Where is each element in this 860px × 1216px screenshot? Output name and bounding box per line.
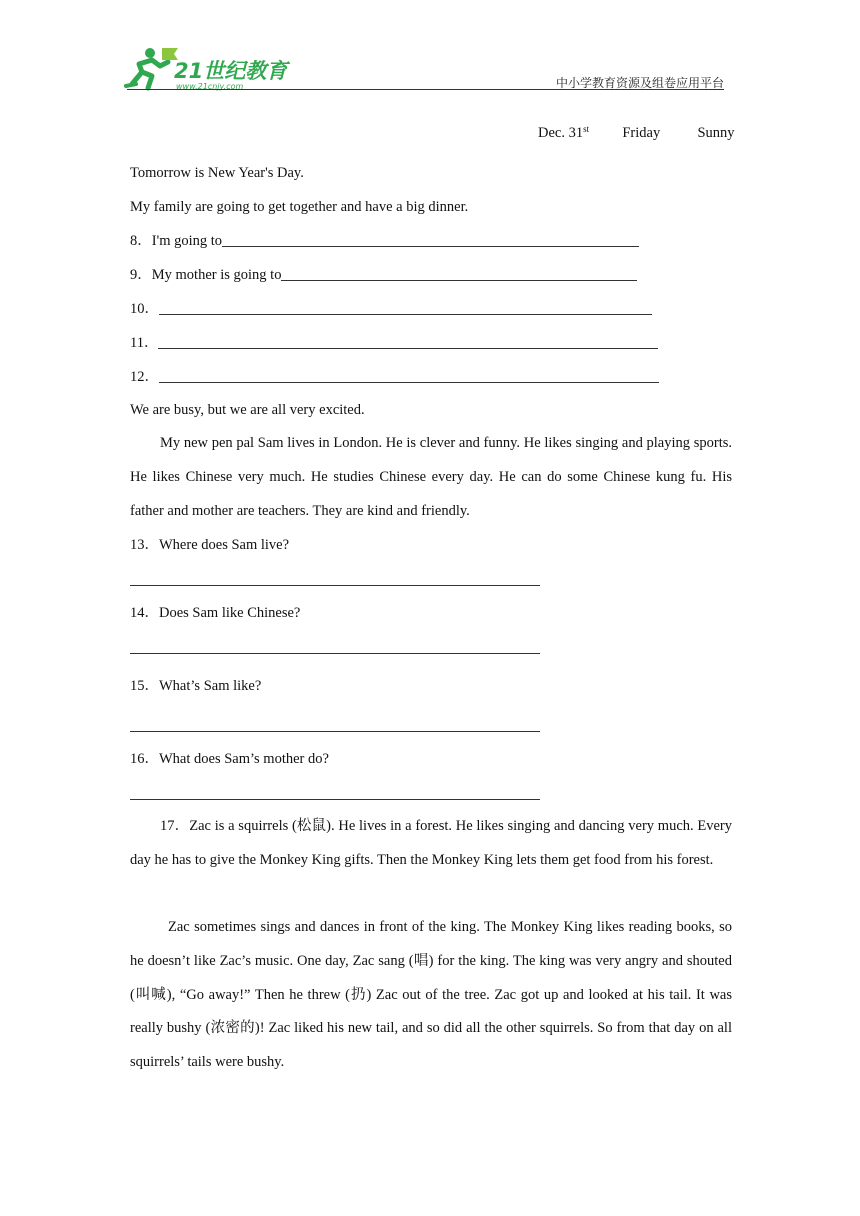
diary-intro-1: Tomorrow is New Year's Day. bbox=[130, 165, 304, 181]
question-13: 13．Where does Sam live? bbox=[130, 537, 290, 553]
passage-sam: My new pen pal Sam lives in London. He is clever and funny. He likes singing and playing sports. He likes Chinese very much. He studies Chinese every day. He can do some Chinese kung fu. His father and mother are teachers. They are kind and friendly. bbox=[130, 435, 732, 519]
site-logo bbox=[122, 44, 292, 92]
answer-blank-11[interactable] bbox=[158, 334, 658, 349]
question-9: 9．My mother is going to bbox=[130, 265, 637, 285]
answer-blank-9[interactable] bbox=[281, 266, 637, 281]
runner-logo-icon bbox=[122, 44, 292, 92]
answer-line-14[interactable] bbox=[130, 653, 540, 654]
diary-date-line bbox=[538, 124, 735, 142]
passage-zac-p2: Zac sometimes sings and dances in front of the king. The Monkey King likes reading books, so he doesn’t like Zac’s music. One day, Zac sang (唱) for the king. The king was very angry and shouted (叫喊), “Go away!” Then he threw (扔) Zac out of the tree. Zac got up and looked at his tail. It was really bushy (浓密的)! Zac liked his new tail, and so did all the other squirrels. So from that day on all squirrels’ tails were bushy. bbox=[130, 919, 732, 1071]
answer-blank-10[interactable] bbox=[159, 300, 652, 315]
weather-text: Sunny bbox=[697, 125, 735, 141]
weekday-text: Friday bbox=[622, 125, 661, 141]
platform-name: 中小学教育资源及组卷应用平台 bbox=[555, 76, 724, 90]
question-12: 12． bbox=[130, 367, 659, 387]
answer-blank-12[interactable] bbox=[159, 368, 659, 383]
passage-zac-p1: 17．Zac is a squirrels (松鼠). He lives in a forest. He likes singing and dancing very much. Every day he has to give the Monkey King gifts. Then the Monkey King lets them get food from his forest. bbox=[130, 818, 732, 868]
question-11: 11． bbox=[130, 333, 658, 353]
logo-text: 21世纪教育 bbox=[174, 59, 288, 83]
answer-blank-8[interactable] bbox=[222, 232, 639, 247]
answer-line-16[interactable] bbox=[130, 799, 540, 800]
question-8: 8．I'm going to bbox=[130, 231, 639, 251]
question-10: 10． bbox=[130, 299, 652, 319]
answer-line-15[interactable] bbox=[130, 731, 540, 732]
question-16: 16．What does Sam’s mother do? bbox=[130, 751, 329, 767]
header-divider bbox=[127, 89, 724, 90]
question-14: 14．Does Sam like Chinese? bbox=[130, 605, 301, 621]
diary-closing: We are busy, but we are all very excited. bbox=[130, 402, 365, 418]
question-15: 15．What’s Sam like? bbox=[130, 678, 262, 694]
date-text: Dec. 31st bbox=[538, 124, 590, 141]
diary-intro-2: My family are going to get together and have a big dinner. bbox=[130, 199, 469, 215]
answer-line-13[interactable] bbox=[130, 585, 540, 586]
logo-url: www.21cnjy.com bbox=[176, 82, 244, 91]
